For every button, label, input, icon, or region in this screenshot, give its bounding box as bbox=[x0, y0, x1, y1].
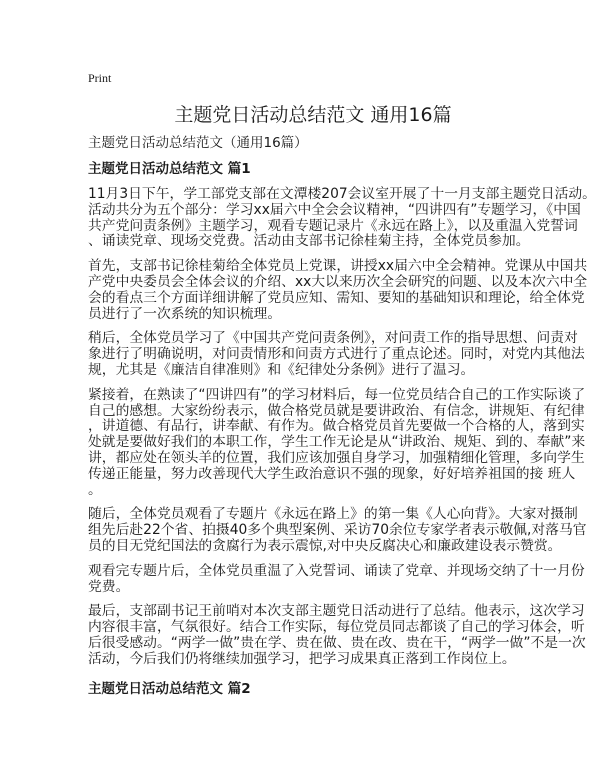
paragraph-line: 紧接着，在熟读了“四讲四有”的学习材料后，每一位党员结合自己的工作实际谈了 bbox=[88, 386, 586, 403]
section-heading: 主题党日活动总结范文 篇1 bbox=[88, 161, 251, 177]
paragraph-line: 。 bbox=[88, 481, 102, 498]
paragraph-line: 首先，支部书记徐桂菊给全体党员上党课，讲授xx届六中全会精神。党课从中国共 bbox=[88, 258, 588, 275]
paragraph bbox=[88, 506, 587, 554]
paragraph-line: 产党中央委员会全体会议的介绍、xx大以来历次全会研究的问题、以及本次六中全 bbox=[88, 273, 588, 290]
paragraph bbox=[88, 330, 585, 378]
paragraph-line: 观看完专题片后，全体党员重温了入党誓词、诵读了党章、并现场交纳了十一月份 bbox=[88, 562, 585, 579]
section-heading: 主题党日活动总结范文 篇2 bbox=[88, 680, 251, 697]
paragraph bbox=[88, 258, 588, 322]
paragraph-line: 随后，全体党员观看了专题片《永远在路上》的第一集《人心向背》。大家对摄制 bbox=[88, 506, 578, 523]
paragraph bbox=[88, 186, 596, 250]
paragraph-line: 会的看点三个方面详细讲解了党员应知、需知、要知的基础知识和理论，给全体党 bbox=[88, 289, 585, 306]
paragraph-line: 讲，都应处在领头羊的位置，我们应该加强自身学习，加强精细化管理，多向学生 bbox=[88, 449, 585, 466]
paragraph-line: 内容很丰富，气氛很好。结合工作实际，每位党员同志都谈了自己的学习体会，听 bbox=[88, 619, 585, 636]
paragraph-line: 后很受感动。“两学一做”贵在学、贵在做、贵在改、贵在干，“两学一做”不是一次 bbox=[88, 634, 586, 651]
sections bbox=[88, 160, 596, 698]
paragraph-line: 党费。 bbox=[88, 578, 130, 595]
paragraph bbox=[88, 386, 586, 499]
paragraph-line: 稍后，全体党员学习了《中国共产党问责条例》，对问责工作的指导思想、问责对 bbox=[88, 330, 578, 347]
paragraph-line: 员的目无党纪国法的贪腐行为表示震惊,对中央反腐决心和廉政建设表示赞赏。 bbox=[88, 537, 562, 554]
document-subtitle: 主题党日活动总结范文（通用16篇） bbox=[88, 135, 308, 151]
document-title: 主题党日活动总结范文 通用16篇 bbox=[174, 104, 452, 126]
paragraph-line: 规，尤其是《廉洁自律准则》和《纪律处分条例》进行了温习。 bbox=[88, 361, 475, 378]
paragraph-line: 组先后赴22个省、拍摄40多个典型案例、采访70余位专家学者表示敬佩,对落马官 bbox=[88, 522, 587, 539]
paragraph-line: 活动，今后我们仍将继续加强学习，把学习成果真正落到工作岗位上。 bbox=[88, 650, 516, 667]
paragraph-line: 处就是要做好我们的本职工作，学生工作无论是从“讲政治、规矩、到的、奉献”来 bbox=[88, 434, 586, 451]
document-page bbox=[88, 70, 596, 698]
print-link[interactable]: Print bbox=[88, 71, 112, 85]
paragraph-line: 最后，支部副书记王前哨对本次支部主题党日活动进行了总结。他表示，这次学习 bbox=[88, 603, 585, 620]
paragraph bbox=[88, 603, 586, 667]
paragraph bbox=[88, 562, 585, 596]
paragraph-line: ，讲道德、有品行，讲奉献、有作为。做合格党员首先要做一个合格的人，落到实 bbox=[88, 418, 585, 435]
paragraph-line: 11月3日下午，学工部党支部在文潭楼207会议室开展了十一月支部主题党日活动。 bbox=[88, 186, 596, 202]
paragraph-line: 、诵读党章、现场交党费。活动由支部书记徐桂菊主持，全体党员参加。 bbox=[88, 233, 530, 250]
paragraph-line: 传递正能量，努力改善现代大学生政治意识不强的现象，好好培养祖国的接 班人 bbox=[88, 465, 576, 482]
paragraph-line: 活动共分为五个部分：学习xx届六中全会会议精神，“四讲四有”专题学习，《中国 bbox=[88, 201, 581, 218]
paragraph-line: 员进行了一次系统的知识梳理。 bbox=[88, 305, 282, 322]
paragraph-line: 象进行了明确说明，对问责情形和问责方式进行了重点论述。同时，对党内其他法 bbox=[88, 346, 585, 363]
paragraph-line: 共产党问责条例》主题学习，观看专题记录片《永远在路上》，以及重温入党誓词 bbox=[88, 217, 578, 234]
paragraph-line: 自己的感想。大家纷纷表示，做合格党员就是要讲政治、有信念，讲规矩、有纪律 bbox=[88, 402, 585, 419]
